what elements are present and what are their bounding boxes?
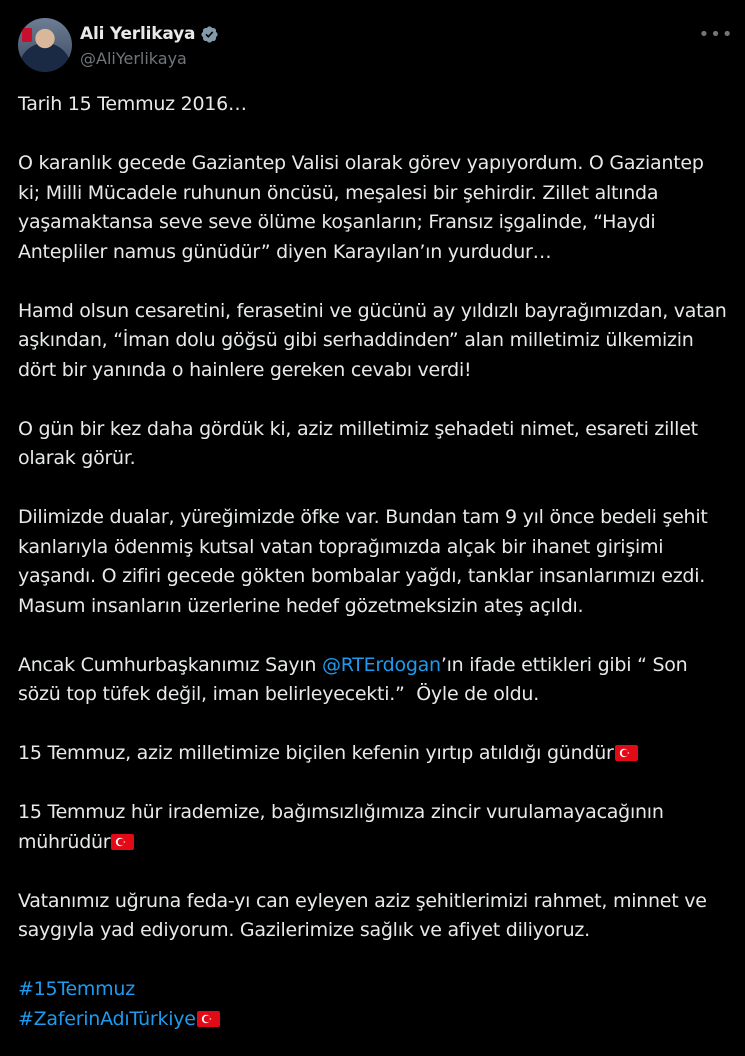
- paragraph-8-text: 15 Temmuz hür irademize, bağımsızlığımıza zincir vurulamayacağının mührüdür: [18, 801, 670, 853]
- tweet-paragraph-1: Tarih 15 Temmuz 2016…: [18, 93, 247, 115]
- verified-badge-icon: [200, 25, 219, 44]
- mention-link[interactable]: @RTErdogan: [321, 653, 441, 676]
- more-options-icon[interactable]: •••: [698, 23, 734, 45]
- tweet-paragraph-4: O gün bir kez daha gördük ki, aziz milletimiz şehadeti nimet, esareti zillet olarak görür.: [18, 417, 704, 469]
- tweet-text: [18, 90, 733, 1034]
- author-handle[interactable]: @AliYerlikaya: [80, 49, 187, 68]
- author-display-name[interactable]: Ali Yerlikaya: [80, 24, 196, 44]
- avatar-flag-detail: [22, 28, 32, 42]
- turkey-flag-icon: [197, 1011, 220, 1027]
- tweet-paragraph-8: [18, 798, 730, 857]
- tweet-paragraph-7: [18, 739, 730, 769]
- paragraph-6-text-before: Ancak Cumhurbaşkanımız Sayın: [18, 653, 322, 676]
- tweet-paragraph-3: Hamd olsun cesaretini, ferasetini ve gücünü ay yıldızlı bayrağımızdan, vatan aşkından, “İman dolu göğsü gibi serhaddinden” alan milletimiz ülkemizin dört bir yanında o hainlere gereken cevabı verdi!: [18, 299, 733, 381]
- tweet-paragraph-6: [18, 651, 730, 710]
- author-name-row: [80, 22, 219, 46]
- tweet-paragraph-5: Dilimizde dualar, yüreğimizde öfke var. Bundan tam 9 yıl önce bedeli şehit kanlarıyla ödenmiş kutsal vatan toprağımızda alçak bir ihanet girişimi yaşandı. O zifiri gecede gökten bombalar yağdı, tanklar insanlarımızı ezdi. Masum insanların üzerlerine hedef gözetmeksizin ateş açıldı.: [18, 506, 714, 617]
- paragraph-6-text-after: ’ın ifade ettikleri gibi “ Son sözü top tüfek değil, iman belirleyecekti.” Öyle de oldu.: [18, 653, 694, 705]
- hashtag-zaferinaditurkiye[interactable]: #ZaferinAdıTürkiye: [18, 1007, 196, 1030]
- turkey-flag-icon: [111, 834, 134, 850]
- hashtags: [18, 975, 730, 1034]
- avatar[interactable]: [18, 18, 72, 72]
- paragraph-7-text: 15 Temmuz, aziz milletimize biçilen kefenin yırtıp atıldığı gündür: [18, 742, 614, 764]
- turkey-flag-icon: [615, 745, 638, 761]
- tweet-header: [18, 18, 734, 74]
- tweet-paragraph-9: Vatanımız uğruna feda-yı can eyleyen aziz şehitlerimizi rahmet, minnet ve saygıyla yad ediyorum. Gazilerimize sağlık ve afiyet diliyoruz.: [18, 889, 713, 941]
- hashtag-15temmuz[interactable]: #15Temmuz: [18, 978, 135, 1000]
- tweet-paragraph-2: O karanlık gecede Gaziantep Valisi olarak görev yapıyordum. O Gaziantep ki; Milli Mücadele ruhunun öncüsü, meşalesi bir şehirdir. Zillet altında yaşamaktansa seve seve ölüme koşanların; Fransız işgalinde, “Haydi Antepliler namus günüdür” diyen Karayılan’ın yurdudur…: [18, 152, 710, 263]
